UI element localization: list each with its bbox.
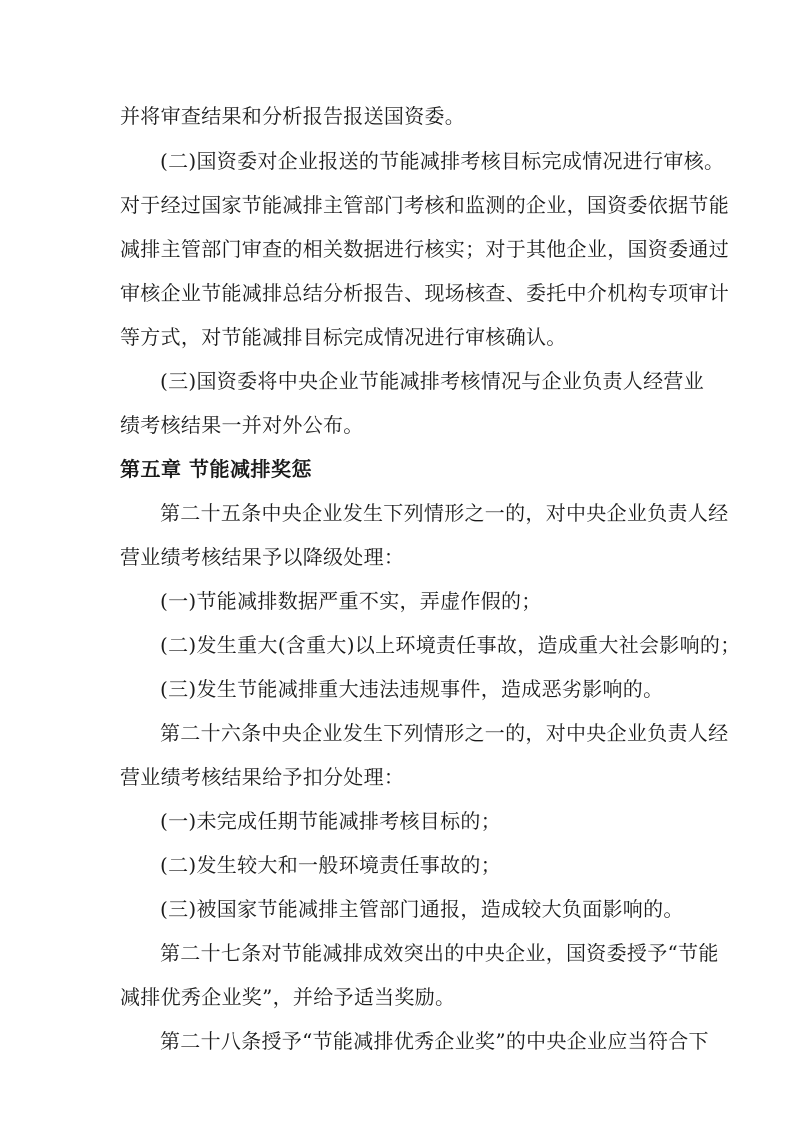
text-line: 并将审查结果和分析报告报送国资委。 (120, 104, 466, 128)
text-line: 审核企业节能减排总结分析报告、现场核查、委托中介机构专项审计 (120, 281, 729, 305)
text-line: 营业绩考核结果给予扣分处理： (120, 765, 405, 789)
text-line: 营业绩考核结果予以降级处理： (120, 545, 405, 569)
text-line: 减排主管部门审查的相关数据进行核实；对于其他企业，国资委通过 (120, 237, 729, 261)
text-line: 第二十八条授予“节能减排优秀企业奖”的中央企业应当符合下 (160, 1029, 709, 1053)
text-line: (二)发生重大(含重大)以上环境责任事故，造成重大社会影响的； (160, 633, 741, 657)
text-line: 对于经过国家节能减排主管部门考核和监测的企业，国资委依据节能 (120, 193, 729, 217)
text-line: 第二十六条中央企业发生下列情形之一的，对中央企业负责人经 (160, 721, 729, 745)
text-line: (三)被国家节能减排主管部门通报，造成较大负面影响的。 (160, 897, 684, 921)
text-line: 第二十五条中央企业发生下列情形之一的，对中央企业负责人经 (160, 501, 729, 525)
text-line: (三)发生节能减排重大违法违规事件，造成恶劣影响的。 (160, 677, 664, 701)
text-line: (一)节能减排数据严重不实，弄虚作假的； (160, 589, 542, 613)
chapter-heading: 第五章 节能减排奖惩 (120, 457, 312, 481)
text-line: (二)发生较大和一般环境责任事故的； (160, 853, 502, 877)
text-line: 减排优秀企业奖”，并给予适当奖励。 (120, 985, 456, 1009)
text-line: 第二十七条对节能减排成效突出的中央企业，国资委授予“节能 (160, 941, 719, 965)
text-line: 绩考核结果一并对外公布。 (120, 413, 364, 437)
text-line: (一)未完成任期节能减排考核目标的； (160, 809, 502, 833)
text-line: 等方式，对节能减排目标完成情况进行审核确认。 (120, 325, 567, 349)
text-line: (二)国资委对企业报送的节能减排考核目标完成情况进行审核。 (160, 149, 725, 173)
text-line: (三)国资委将中央企业节能减排考核情况与企业负责人经营业 (160, 369, 705, 393)
